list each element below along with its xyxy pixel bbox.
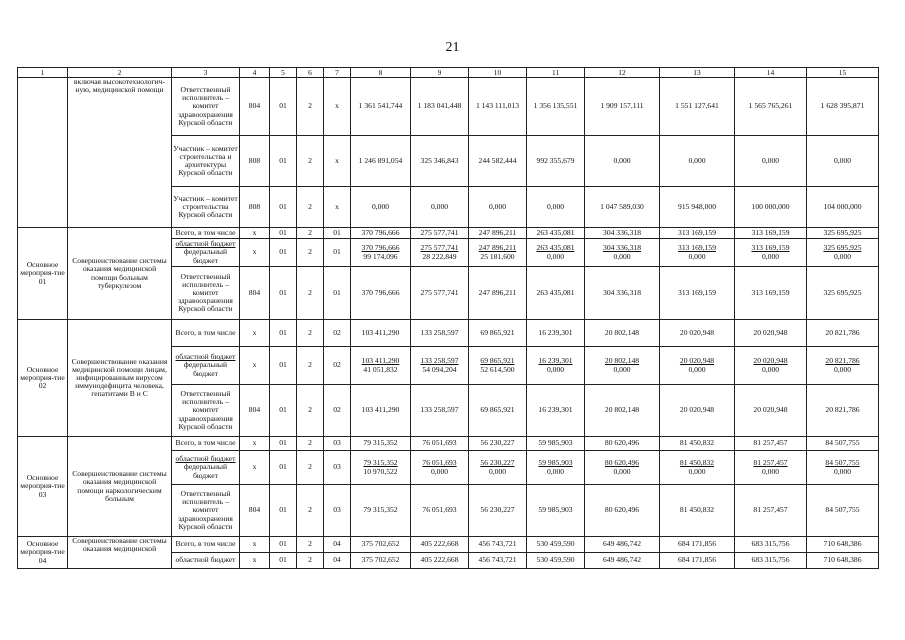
value-cell bbox=[660, 347, 735, 385]
value-cell: 69 865,921 bbox=[469, 385, 527, 437]
header-cell: 2 bbox=[68, 68, 172, 78]
participant-cell: Ответственный исполнитель – комитет здравоохранения Курской области bbox=[172, 385, 240, 437]
value-cell: 313 169,159 bbox=[660, 228, 735, 239]
regional-value: 79 315,352 bbox=[363, 458, 398, 468]
regional-value: 20 020,948 bbox=[753, 356, 788, 366]
value-cell: 304 336,318 bbox=[585, 228, 660, 239]
regional-value: 69 865,921 bbox=[480, 356, 515, 366]
code-cell: 03 bbox=[324, 451, 351, 485]
value-cell bbox=[807, 347, 879, 385]
federal-value: 41 051,832 bbox=[363, 364, 398, 374]
code-cell: 03 bbox=[324, 437, 351, 451]
value-cell: 80 620,496 bbox=[585, 437, 660, 451]
grbs-cell: х bbox=[240, 347, 270, 385]
value-cell bbox=[527, 239, 585, 267]
participant-cell bbox=[172, 239, 240, 267]
value-cell: 313 169,159 bbox=[735, 228, 807, 239]
value-cell bbox=[807, 451, 879, 485]
value-cell: 16 239,301 bbox=[527, 320, 585, 347]
value-cell: 1 628 395,871 bbox=[807, 78, 879, 136]
regional-value: 56 230,227 bbox=[480, 458, 515, 468]
participant-cell: Участник – комитет строительства Курской области bbox=[172, 187, 240, 228]
grbs-cell: 804 bbox=[240, 385, 270, 437]
federal-value: 0,000 bbox=[613, 251, 631, 261]
regional-value: 84 507,755 bbox=[825, 458, 860, 468]
participant-cell: Ответственный исполнитель – комитет здравоохранения Курской области bbox=[172, 485, 240, 537]
activity-code-cell: Основное мероприя-тие 04 bbox=[18, 537, 68, 569]
value-cell bbox=[527, 451, 585, 485]
activity-code-cell bbox=[18, 78, 68, 228]
value-cell: 1 361 541,744 bbox=[351, 78, 411, 136]
value-cell: 0,000 bbox=[807, 136, 879, 187]
value-cell: 1 909 157,111 bbox=[585, 78, 660, 136]
value-cell: 133 258,597 bbox=[411, 385, 469, 437]
table-row bbox=[18, 537, 879, 553]
code-cell: 01 bbox=[270, 187, 297, 228]
federal-value: 0,000 bbox=[546, 251, 565, 261]
value-cell: 405 222,668 bbox=[411, 537, 469, 553]
code-cell: 01 bbox=[270, 239, 297, 267]
value-cell: 325 346,843 bbox=[411, 136, 469, 187]
value-cell: 76 051,693 bbox=[411, 485, 469, 537]
value-cell: 263 435,081 bbox=[527, 267, 585, 320]
code-cell: 01 bbox=[270, 553, 297, 569]
value-cell bbox=[735, 451, 807, 485]
code-cell: 2 bbox=[297, 437, 324, 451]
value-cell: 0,000 bbox=[660, 136, 735, 187]
federal-value: 0,000 bbox=[833, 466, 852, 476]
code-cell: 04 bbox=[324, 553, 351, 569]
value-cell: 275 577,741 bbox=[411, 267, 469, 320]
value-cell: 710 648,386 bbox=[807, 553, 879, 569]
value-cell: 992 355,679 bbox=[527, 136, 585, 187]
regional-value: 263 435,081 bbox=[536, 243, 575, 253]
value-cell: 649 486,742 bbox=[585, 553, 660, 569]
value-cell: 81 257,457 bbox=[735, 485, 807, 537]
participant-cell: Ответственный исполнитель – комитет здравоохранения Курской области bbox=[172, 78, 240, 136]
federal-value: 99 174,096 bbox=[363, 251, 398, 261]
value-cell: 0,000 bbox=[411, 187, 469, 228]
value-cell: 76 051,693 bbox=[411, 437, 469, 451]
value-cell: 530 459,590 bbox=[527, 537, 585, 553]
value-cell: 1 047 589,030 bbox=[585, 187, 660, 228]
code-cell: 2 bbox=[297, 347, 324, 385]
code-cell: 02 bbox=[324, 320, 351, 347]
regional-value: 16 239,301 bbox=[538, 356, 573, 366]
header-cell: 7 bbox=[324, 68, 351, 78]
value-cell: 683 315,756 bbox=[735, 553, 807, 569]
code-cell: 01 bbox=[270, 267, 297, 320]
value-cell: 59 985,903 bbox=[527, 485, 585, 537]
grbs-cell: 804 bbox=[240, 78, 270, 136]
table-row bbox=[18, 228, 879, 239]
regional-budget-label: областной бюджет bbox=[175, 454, 236, 464]
budget-table bbox=[17, 67, 879, 569]
value-cell: 0,000 bbox=[585, 136, 660, 187]
federal-budget-label: федеральный бюджет bbox=[183, 360, 228, 378]
regional-value: 80 620,496 bbox=[604, 458, 640, 468]
regional-value: 325 695,925 bbox=[823, 243, 862, 253]
code-cell: 2 bbox=[297, 239, 324, 267]
value-cell bbox=[735, 347, 807, 385]
code-cell: 2 bbox=[297, 136, 324, 187]
header-cell: 12 bbox=[585, 68, 660, 78]
value-cell: 80 620,496 bbox=[585, 485, 660, 537]
code-cell: 2 bbox=[297, 385, 324, 437]
header-row bbox=[18, 68, 879, 78]
code-cell: 01 bbox=[270, 136, 297, 187]
grbs-cell: х bbox=[240, 239, 270, 267]
value-cell: 59 985,903 bbox=[527, 437, 585, 451]
federal-value: 0,000 bbox=[688, 466, 706, 476]
header-cell: 3 bbox=[172, 68, 240, 78]
value-cell: 649 486,742 bbox=[585, 537, 660, 553]
regional-value: 313 169,159 bbox=[751, 243, 790, 253]
participant-cell bbox=[172, 347, 240, 385]
value-cell: 0,000 bbox=[469, 187, 527, 228]
grbs-cell: 808 bbox=[240, 136, 270, 187]
value-cell: 79 315,352 bbox=[351, 485, 411, 537]
value-cell: 133 258,597 bbox=[411, 320, 469, 347]
value-cell: 16 239,301 bbox=[527, 385, 585, 437]
federal-value: 0,000 bbox=[688, 364, 706, 374]
value-cell: 20 020,948 bbox=[660, 385, 735, 437]
code-cell: х bbox=[324, 78, 351, 136]
participant-cell: Ответственный исполнитель – комитет здравоохранения Курской области bbox=[172, 267, 240, 320]
value-cell: 20 020,948 bbox=[735, 385, 807, 437]
value-cell: 20 821,786 bbox=[807, 385, 879, 437]
code-cell: 2 bbox=[297, 228, 324, 239]
participant-cell: Всего, в том числе bbox=[172, 320, 240, 347]
value-cell: 325 695,925 bbox=[807, 228, 879, 239]
federal-value: 0,000 bbox=[546, 466, 565, 476]
value-cell: 56 230,227 bbox=[469, 485, 527, 537]
value-cell: 370 796,666 bbox=[351, 228, 411, 239]
grbs-cell: 808 bbox=[240, 187, 270, 228]
participant-cell bbox=[172, 451, 240, 485]
code-cell: 01 bbox=[324, 228, 351, 239]
federal-value: 0,000 bbox=[546, 364, 565, 374]
regional-value: 81 450,832 bbox=[679, 458, 715, 468]
regional-value: 304 336,318 bbox=[603, 243, 641, 253]
code-cell: 01 bbox=[270, 385, 297, 437]
value-cell: 247 896,211 bbox=[469, 267, 527, 320]
value-cell: 103 411,290 bbox=[351, 385, 411, 437]
value-cell: 247 896,211 bbox=[469, 228, 527, 239]
federal-value: 52 614,500 bbox=[480, 364, 515, 374]
value-cell: 456 743,721 bbox=[469, 537, 527, 553]
code-cell: 2 bbox=[297, 485, 324, 537]
value-cell bbox=[411, 451, 469, 485]
federal-value: 0,000 bbox=[613, 466, 631, 476]
regional-value: 20 802,148 bbox=[604, 356, 640, 366]
table-row bbox=[18, 320, 879, 347]
code-cell: 2 bbox=[297, 553, 324, 569]
grbs-cell: х bbox=[240, 553, 270, 569]
activity-name-cell: Совершенствование системы оказания медицинской помощи больным туберкулезом bbox=[68, 228, 172, 320]
federal-value: 54 094,204 bbox=[422, 364, 457, 374]
value-cell: 683 315,756 bbox=[735, 537, 807, 553]
header-cell: 15 bbox=[807, 68, 879, 78]
value-cell: 20 802,148 bbox=[585, 385, 660, 437]
grbs-cell: х bbox=[240, 451, 270, 485]
value-cell: 313 169,159 bbox=[660, 267, 735, 320]
participant-cell: Участник – комитет строительства и архитектуры Курской области bbox=[172, 136, 240, 187]
value-cell: 0,000 bbox=[735, 136, 807, 187]
federal-value: 0,000 bbox=[613, 364, 631, 374]
federal-value: 28 222,849 bbox=[422, 251, 457, 261]
activity-name-cell: Совершенствование системы оказания медицинской помощи наркологическим больным bbox=[68, 437, 172, 537]
code-cell: 2 bbox=[297, 78, 324, 136]
value-cell: 79 315,352 bbox=[351, 437, 411, 451]
value-cell: 1 551 127,641 bbox=[660, 78, 735, 136]
value-cell bbox=[585, 347, 660, 385]
value-cell bbox=[469, 239, 527, 267]
code-cell: х bbox=[324, 136, 351, 187]
activity-code-cell: Основное мероприя-тие 03 bbox=[18, 437, 68, 537]
value-cell: 1 565 765,261 bbox=[735, 78, 807, 136]
grbs-cell: х bbox=[240, 437, 270, 451]
regional-value: 20 020,948 bbox=[679, 356, 715, 366]
activity-code-cell: Основное мероприя-тие 02 bbox=[18, 320, 68, 437]
table-row bbox=[18, 437, 879, 451]
grbs-cell: х bbox=[240, 537, 270, 553]
code-cell: 03 bbox=[324, 485, 351, 537]
code-cell: 01 bbox=[324, 267, 351, 320]
value-cell: 81 450,832 bbox=[660, 437, 735, 451]
value-cell bbox=[351, 347, 411, 385]
federal-value: 25 181,600 bbox=[480, 251, 515, 261]
value-cell: 81 450,832 bbox=[660, 485, 735, 537]
value-cell: 263 435,081 bbox=[527, 228, 585, 239]
regional-value: 59 985,903 bbox=[538, 458, 573, 468]
grbs-cell: х bbox=[240, 228, 270, 239]
grbs-cell: х bbox=[240, 320, 270, 347]
header-cell: 10 bbox=[469, 68, 527, 78]
regional-value: 247 896,211 bbox=[478, 243, 517, 253]
regional-value: 103 411,290 bbox=[361, 356, 400, 366]
value-cell: 684 171,856 bbox=[660, 537, 735, 553]
value-cell: 20 020,948 bbox=[660, 320, 735, 347]
code-cell: 02 bbox=[324, 347, 351, 385]
header-cell: 13 bbox=[660, 68, 735, 78]
regional-value: 275 577,741 bbox=[420, 243, 459, 253]
regional-value: 370 796,666 bbox=[361, 243, 400, 253]
value-cell bbox=[585, 239, 660, 267]
code-cell: 2 bbox=[297, 451, 324, 485]
value-cell: 375 702,652 bbox=[351, 537, 411, 553]
regional-budget-label: областной бюджет bbox=[175, 352, 236, 362]
header-cell: 1 bbox=[18, 68, 68, 78]
value-cell: 100 000,000 bbox=[735, 187, 807, 228]
participant-cell: Всего, в том числе bbox=[172, 437, 240, 451]
federal-budget-label: федеральный бюджет bbox=[183, 247, 228, 265]
value-cell: 1 246 891,054 bbox=[351, 136, 411, 187]
code-cell: 2 bbox=[297, 187, 324, 228]
code-cell: х bbox=[324, 187, 351, 228]
federal-budget-label: федеральный бюджет bbox=[183, 462, 228, 480]
value-cell: 0,000 bbox=[351, 187, 411, 228]
federal-value: 0,000 bbox=[833, 364, 852, 374]
value-cell: 684 171,856 bbox=[660, 553, 735, 569]
code-cell: 01 bbox=[270, 451, 297, 485]
code-cell: 01 bbox=[270, 537, 297, 553]
header-cell: 14 bbox=[735, 68, 807, 78]
value-cell: 84 507,755 bbox=[807, 437, 879, 451]
participant-cell: Всего, в том числе bbox=[172, 537, 240, 553]
value-cell: 69 865,921 bbox=[469, 320, 527, 347]
value-cell: 84 507,755 bbox=[807, 485, 879, 537]
activity-name-cell: Совершенствование системы оказания медицинской bbox=[68, 537, 172, 569]
code-cell: 2 bbox=[297, 537, 324, 553]
value-cell bbox=[351, 451, 411, 485]
header-cell: 6 bbox=[297, 68, 324, 78]
header-cell: 5 bbox=[270, 68, 297, 78]
page-number: 21 bbox=[445, 40, 460, 55]
value-cell bbox=[469, 347, 527, 385]
value-cell: 370 796,666 bbox=[351, 267, 411, 320]
table-row bbox=[18, 78, 879, 136]
value-cell bbox=[735, 239, 807, 267]
value-cell: 304 336,318 bbox=[585, 267, 660, 320]
value-cell bbox=[351, 239, 411, 267]
code-cell: 01 bbox=[270, 228, 297, 239]
header-cell: 11 bbox=[527, 68, 585, 78]
regional-value: 76 051,693 bbox=[422, 458, 457, 468]
regional-value: 133 258,597 bbox=[420, 356, 459, 366]
value-cell bbox=[660, 239, 735, 267]
regional-value: 20 821,786 bbox=[825, 356, 860, 366]
value-cell: 313 169,159 bbox=[735, 267, 807, 320]
value-cell: 20 821,786 bbox=[807, 320, 879, 347]
value-cell: 325 695,925 bbox=[807, 267, 879, 320]
value-cell: 1 143 111,013 bbox=[469, 78, 527, 136]
value-cell: 375 702,652 bbox=[351, 553, 411, 569]
federal-value: 0,000 bbox=[688, 251, 706, 261]
grbs-cell: 804 bbox=[240, 267, 270, 320]
value-cell: 275 577,741 bbox=[411, 228, 469, 239]
value-cell: 405 222,668 bbox=[411, 553, 469, 569]
value-cell: 456 743,721 bbox=[469, 553, 527, 569]
value-cell: 1 183 041,448 bbox=[411, 78, 469, 136]
code-cell: 01 bbox=[324, 239, 351, 267]
federal-value: 0,000 bbox=[488, 466, 507, 476]
activity-name-cell: Совершенствование оказания медицинской помощи лицам, инфицированным вирусом иммунодефицита человека, гепатитами В и С bbox=[68, 320, 172, 437]
value-cell: 81 257,457 bbox=[735, 437, 807, 451]
value-cell: 20 020,948 bbox=[735, 320, 807, 347]
regional-value: 81 257,457 bbox=[753, 458, 788, 468]
value-cell: 710 648,386 bbox=[807, 537, 879, 553]
federal-value: 0,000 bbox=[761, 251, 780, 261]
activity-code-cell: Основное мероприя-тие 01 bbox=[18, 228, 68, 320]
value-cell: 103 411,290 bbox=[351, 320, 411, 347]
value-cell bbox=[807, 239, 879, 267]
value-cell: 104 000,000 bbox=[807, 187, 879, 228]
header-cell: 9 bbox=[411, 68, 469, 78]
code-cell: 2 bbox=[297, 267, 324, 320]
federal-value: 0,000 bbox=[833, 251, 852, 261]
federal-value: 10 970,522 bbox=[363, 466, 398, 476]
value-cell: 1 356 135,551 bbox=[527, 78, 585, 136]
value-cell bbox=[469, 451, 527, 485]
code-cell: 01 bbox=[270, 347, 297, 385]
value-cell: 530 459,590 bbox=[527, 553, 585, 569]
value-cell bbox=[411, 347, 469, 385]
code-cell: 01 bbox=[270, 485, 297, 537]
value-cell bbox=[585, 451, 660, 485]
participant-cell: Всего, в том числе bbox=[172, 228, 240, 239]
value-cell: 20 802,148 bbox=[585, 320, 660, 347]
federal-value: 0,000 bbox=[761, 364, 780, 374]
code-cell: 01 bbox=[270, 320, 297, 347]
federal-value: 0,000 bbox=[761, 466, 780, 476]
participant-cell: областной бюджет bbox=[172, 553, 240, 569]
value-cell bbox=[411, 239, 469, 267]
value-cell: 0,000 bbox=[527, 187, 585, 228]
grbs-cell: 804 bbox=[240, 485, 270, 537]
value-cell bbox=[660, 451, 735, 485]
code-cell: 2 bbox=[297, 320, 324, 347]
code-cell: 02 bbox=[324, 385, 351, 437]
code-cell: 01 bbox=[270, 78, 297, 136]
value-cell bbox=[527, 347, 585, 385]
header-cell: 4 bbox=[240, 68, 270, 78]
activity-name-cell: включая высокотехнологич-ную, медицинской помощи bbox=[68, 78, 172, 228]
code-cell: 01 bbox=[270, 437, 297, 451]
code-cell: 04 bbox=[324, 537, 351, 553]
regional-budget-label: областной бюджет bbox=[175, 239, 236, 249]
regional-value: 313 169,159 bbox=[678, 243, 716, 253]
value-cell: 56 230,227 bbox=[469, 437, 527, 451]
header-cell: 8 bbox=[351, 68, 411, 78]
federal-value: 0,000 bbox=[430, 466, 449, 476]
value-cell: 915 948,000 bbox=[660, 187, 735, 228]
value-cell: 244 582,444 bbox=[469, 136, 527, 187]
